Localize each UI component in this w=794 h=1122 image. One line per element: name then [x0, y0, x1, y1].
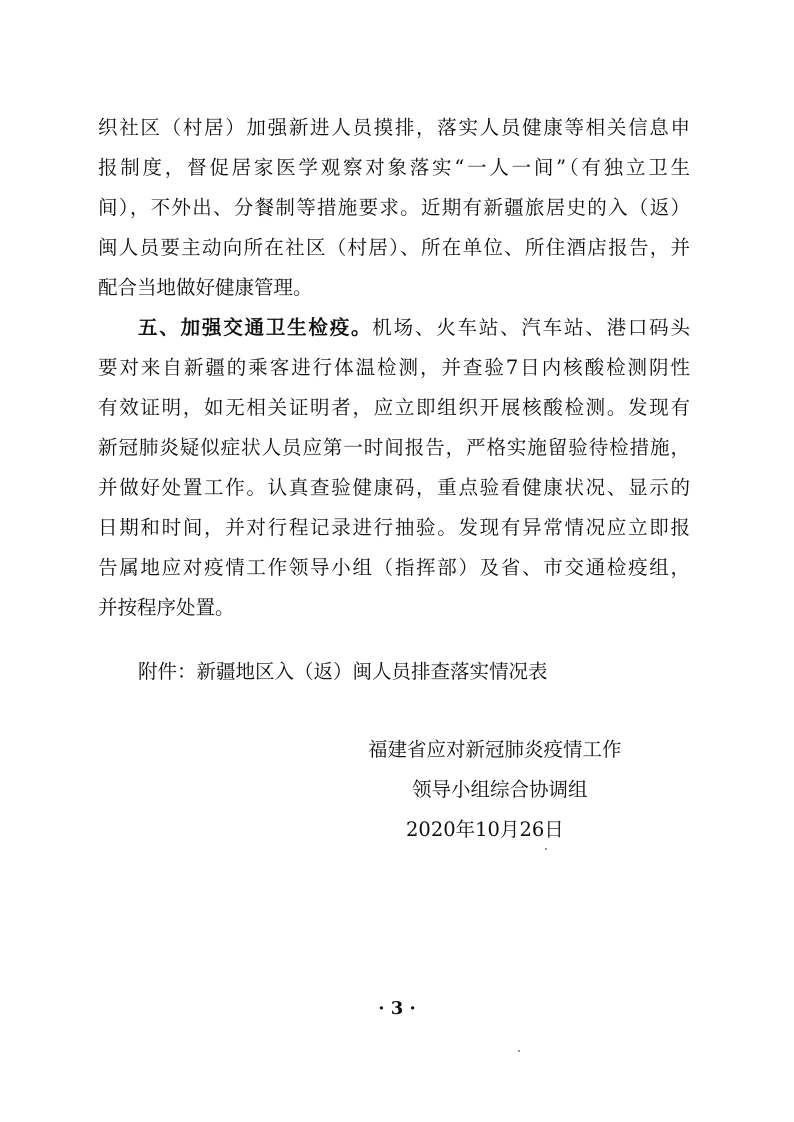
body-text-line: 织社区（村居）加强新进人员摸排，落实人员健康等相关信息申	[98, 116, 690, 139]
attachment-note: 附件：新疆地区入（返）闽人员排查落实情况表	[138, 660, 548, 683]
body-text-line: 间），不外出、分餐制等措施要求。近期有新疆旅居史的入（返）	[98, 196, 690, 219]
page-number: · 3 ·	[378, 998, 416, 1019]
signature-org-line-1: 福建省应对新冠肺炎疫情工作	[368, 738, 622, 761]
section-five-heading: 五、加强交通卫生检疫。	[138, 316, 373, 339]
body-text-line: 并做好处置工作。认真查验健康码，重点验看健康状况、显示的	[98, 476, 690, 499]
scan-speck	[518, 1050, 520, 1052]
section-five-first-line	[138, 308, 690, 348]
body-text-line: 配合当地做好健康管理。	[98, 276, 313, 299]
section-five-text: 机场、火车站、汽车站、港口码头	[372, 316, 690, 339]
body-text-line: 并按程序处置。	[98, 596, 235, 619]
signature-org-line-2: 领导小组综合协调组	[412, 778, 588, 801]
body-text-line: 报制度，督促居家医学观察对象落实“一人一间”（有独立卫生	[98, 156, 690, 179]
body-text-line: 闽人员要主动向所在社区（村居）、所在单位、所住酒店报告，并	[98, 236, 690, 259]
body-text-line: 要对来自新疆的乘客进行体温检测，并查验7日内核酸检测阴性	[98, 356, 690, 379]
body-text-line: 有效证明，如无相关证明者，应立即组织开展核酸检测。发现有	[98, 396, 690, 419]
body-text-line: 日期和时间，并对行程记录进行抽验。发现有异常情况应立即报	[98, 516, 690, 539]
body-text-line: 告属地应对疫情工作领导小组（指挥部）及省、市交通检疫组，	[98, 556, 690, 579]
scan-speck	[545, 848, 547, 850]
signature-date: 2020年10月26日	[406, 818, 564, 841]
body-text-line: 新冠肺炎疑似症状人员应第一时间报告，严格实施留验待检措施，	[98, 436, 690, 459]
